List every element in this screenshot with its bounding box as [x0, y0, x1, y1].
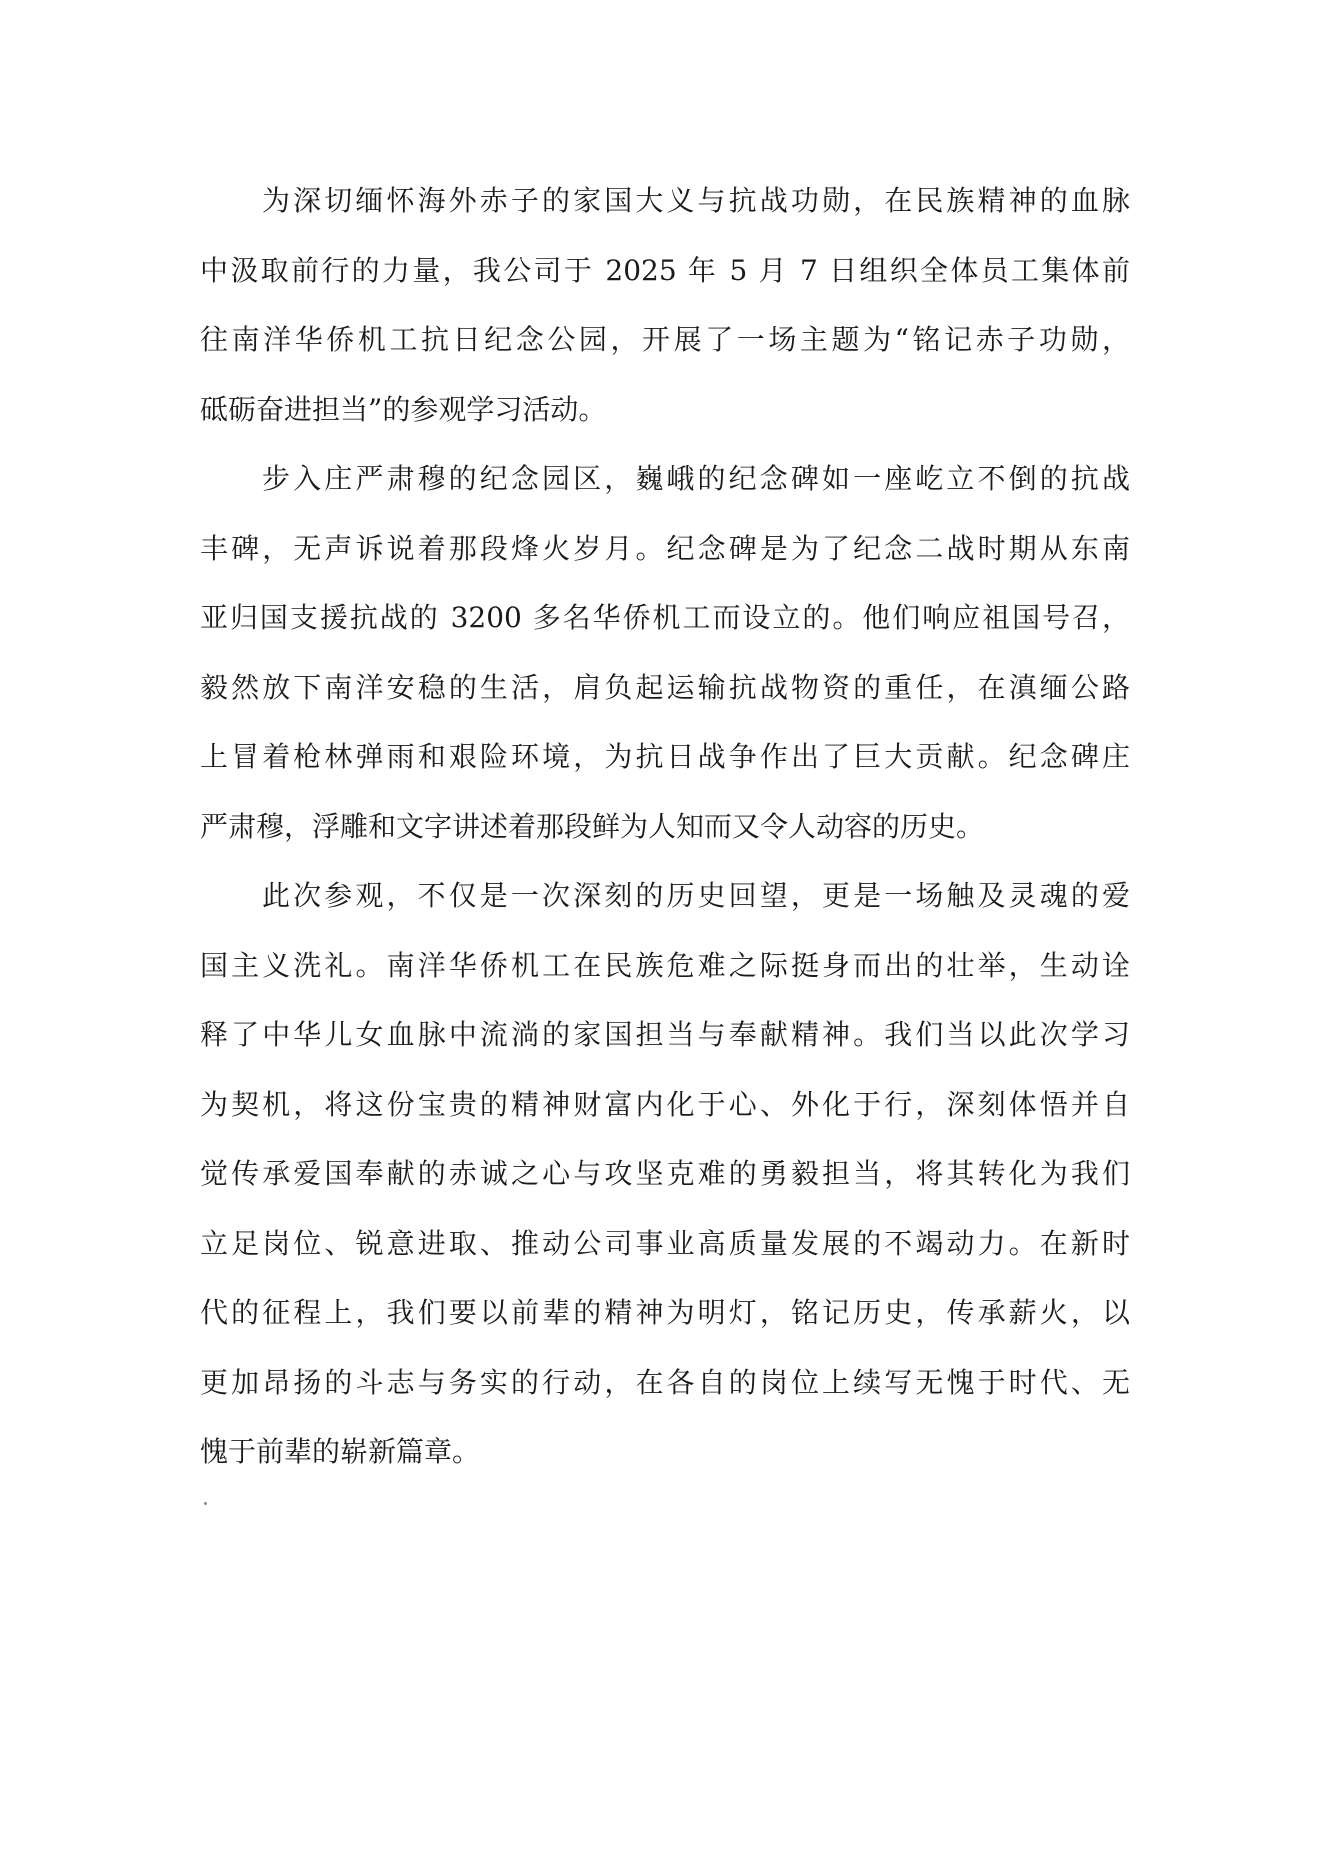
text-line: 步入庄严肃穆的纪念园区，巍峨的纪念碑如一座屹立不倒的抗战	[262, 462, 1130, 495]
text-line: 为深切缅怀海外赤子的家国大义与抗战功勋，在民族精神的血脉	[262, 184, 1130, 217]
text-line: 毅然放下南洋安稳的生活，肩负起运输抗战物资的重任，在滇缅公路	[200, 670, 1130, 704]
text-line: 觉传承爱国奉献的赤诚之心与攻坚克难的勇毅担当，将其转化为我们	[200, 1157, 1130, 1190]
text-line: 愧于前辈的崭新篇章。	[200, 1435, 481, 1468]
text-line: 中汲取前行的力量，我公司于 2025 年 5 月 7 日组织全体员工集体前	[200, 253, 1130, 287]
text-line: 上冒着枪林弹雨和艰险环境，为抗日战争作出了巨大贡献。纪念碑庄	[200, 740, 1130, 773]
paragraph-2	[200, 444, 1130, 861]
text-line: 严肃穆，浮雕和文字讲述着那段鲜为人知而又令人动容的历史。	[200, 809, 985, 843]
text-line: 砥砺奋进担当”的参观学习活动。	[200, 392, 607, 426]
document-body	[200, 166, 1130, 1487]
text-line: 立足岗位、锐意进取、推动公司事业高质量发展的不竭动力。在新时	[200, 1226, 1130, 1260]
text-line: 更加昂扬的斗志与务实的行动，在各自的岗位上续写无愧于时代、无	[200, 1365, 1130, 1399]
text-line: 代的征程上，我们要以前辈的精神为明灯，铭记历史，传承薪火，以	[200, 1296, 1130, 1329]
text-line: 往南洋华侨机工抗日纪念公园，开展了一场主题为“铭记赤子功勋，	[200, 323, 1130, 356]
text-line: 此次参观，不仅是一次深刻的历史回望，更是一场触及灵魂的爱	[262, 879, 1130, 912]
text-line: 丰碑，无声诉说着那段烽火岁月。纪念碑是为了纪念二战时期从东南	[200, 531, 1130, 565]
text-line: 为契机，将这份宝贵的精神财富内化于心、外化于行，深刻体悟并自	[200, 1087, 1130, 1121]
paragraph-mark	[204, 1502, 207, 1505]
text-line: 释了中华儿女血脉中流淌的家国担当与奉献精神。我们当以此次学习	[200, 1018, 1130, 1051]
text-line: 国主义洗礼。南洋华侨机工在民族危难之际挺身而出的壮举，生动诠	[200, 948, 1130, 982]
paragraph-3	[200, 861, 1130, 1487]
paragraph-1	[200, 166, 1130, 444]
text-line: 亚归国支援抗战的 3200 多名华侨机工而设立的。他们响应祖国号召，	[200, 601, 1130, 634]
